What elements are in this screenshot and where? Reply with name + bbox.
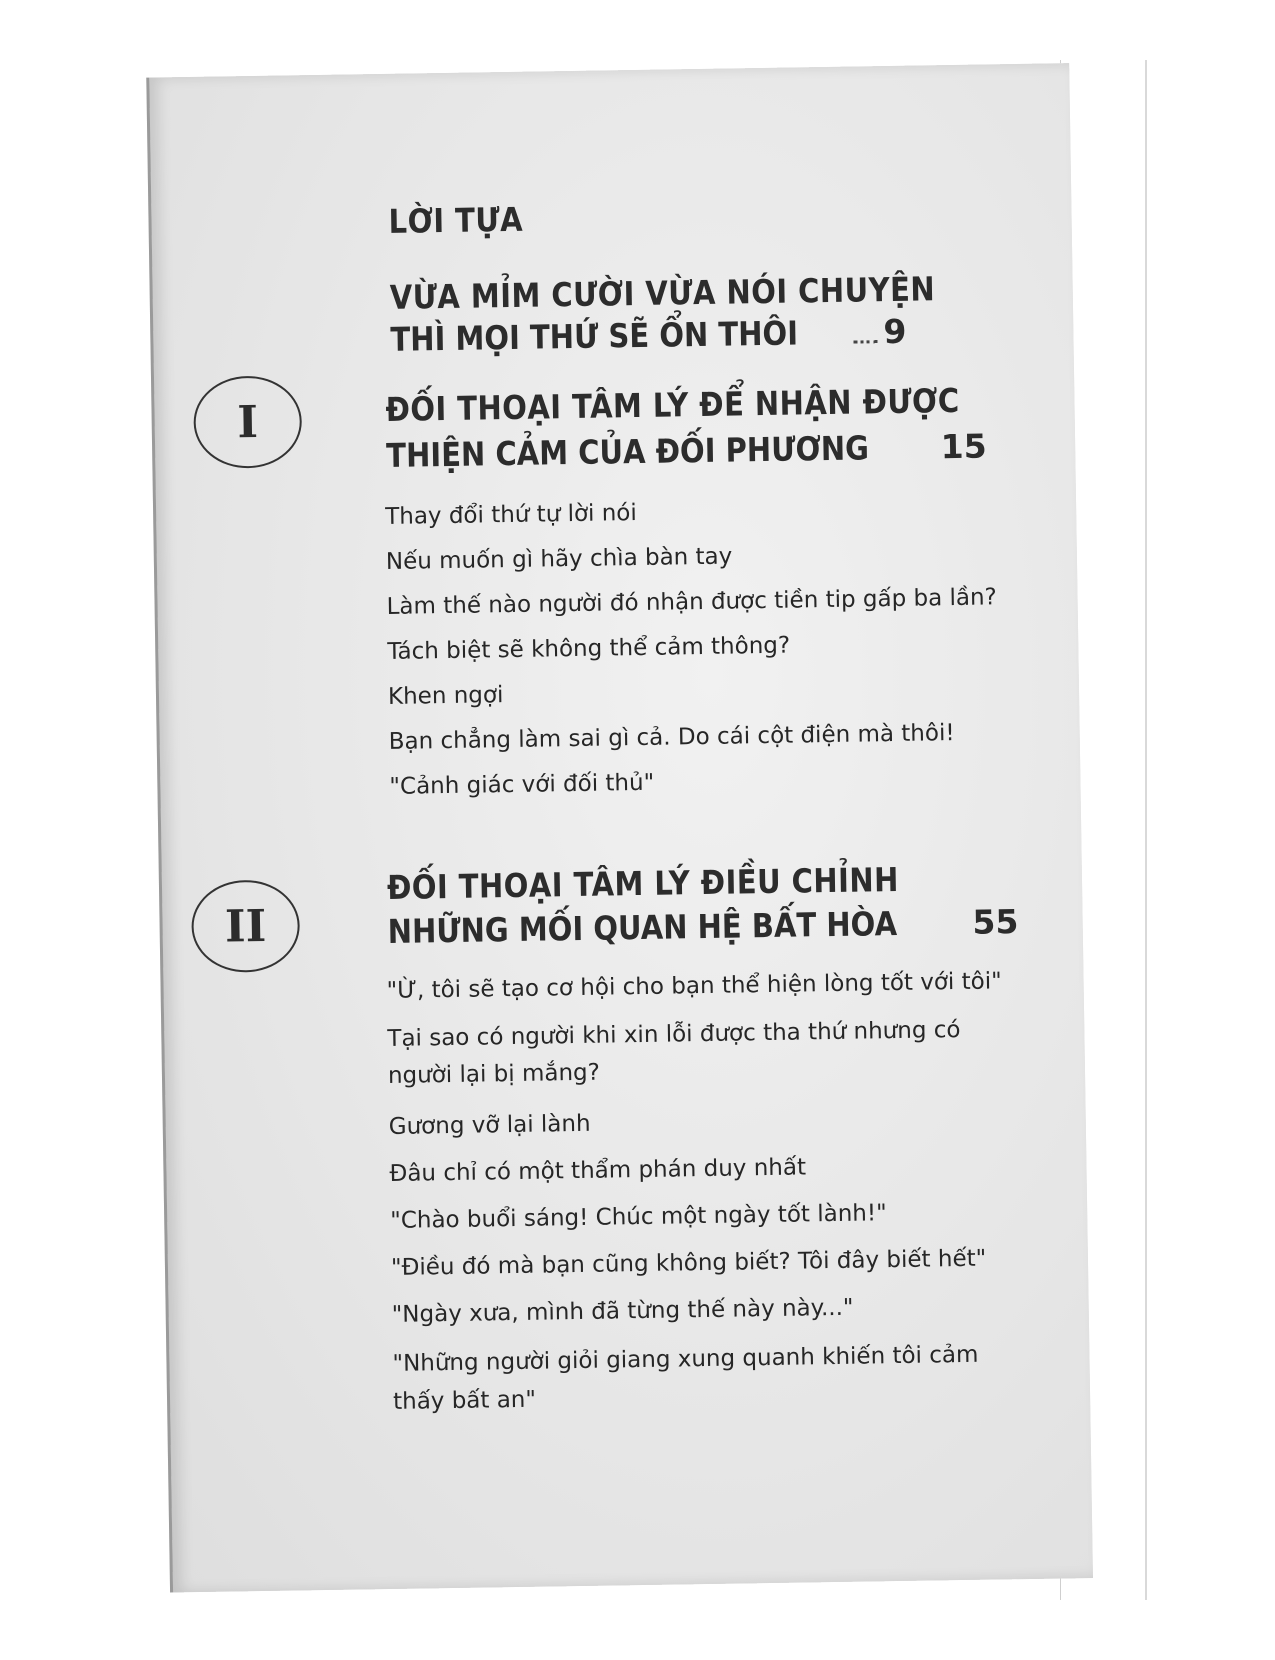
chapter-1-item[interactable]: Thay đổi thứ tự lời nói [385, 498, 637, 532]
chapter-1-title-line2: THIỆN CẢM CỦA ĐỐI PHƯƠNG [386, 426, 869, 478]
chapter-1-item[interactable]: "Cảnh giác với đối thủ" [389, 768, 654, 802]
chapter-2-item[interactable]: "Ngày xưa, mình đã từng thế này này..." [392, 1293, 854, 1330]
chapter-1-item[interactable]: Khen ngợi [388, 680, 504, 712]
chapter-2-page-number: 55 [972, 900, 1019, 945]
chapter-1-item[interactable]: Bạn chẳng làm sai gì cả. Do cái cột điện mà thôi! [389, 718, 955, 757]
chapter-2-title-line1: ĐỐI THOẠI TÂM LÝ ĐIỀU CHỈNH [387, 858, 899, 910]
chapter-2-item[interactable]: "Chào buổi sáng! Chúc một ngày tốt lành!" [390, 1198, 887, 1236]
preface-title-row[interactable] [390, 310, 907, 362]
chapter-2-item[interactable]: Gương vỡ lại lành [389, 1109, 591, 1142]
chapter-2-item-continued[interactable]: thấy bất an" [393, 1385, 536, 1417]
chapter-2-item[interactable]: "Ừ, tôi sẽ tạo cơ hội cho bạn thể hiện lòng tốt với tôi" [386, 966, 1002, 1006]
chapter-1-item[interactable]: Nếu muốn gì hãy chìa bàn tay [386, 542, 733, 577]
chapter-1-title-row[interactable] [386, 426, 909, 478]
chapter-1-page-number: 15 [940, 425, 987, 470]
preface-label: LỜI TỰA [388, 198, 523, 244]
chapter-2-title-line2: NHỮNG MỐI QUAN HỆ BẤT HÒA [387, 902, 897, 954]
chapter-2-item[interactable]: "Điều đó mà bạn cũng không biết? Tôi đây biết hết" [391, 1244, 987, 1283]
preface-title-line1: VỪA MỈM CƯỜI VỪA NÓI CHUYỆN [389, 267, 935, 320]
chapter-1-item[interactable]: Làm thế nào người đó nhận được tiền tip gấp ba lần? [386, 582, 997, 622]
chapter-2-numeral-circle: II [191, 879, 300, 973]
preface-page-number: 9 [883, 310, 907, 354]
dot-leader [854, 340, 878, 343]
chapter-2-title-row[interactable] [387, 902, 906, 954]
preface-title-line2: THÌ MỌI THỨ SẼ ỔN THÔI [390, 311, 798, 361]
chapter-2-item[interactable]: Đâu chỉ có một thẩm phán duy nhất [389, 1152, 806, 1189]
chapter-2-item[interactable]: "Những người giỏi giang xung quanh khiến tôi cảm [392, 1340, 978, 1379]
chapter-2-item[interactable]: Tại sao có người khi xin lỗi được tha thứ nhưng có [387, 1015, 961, 1054]
chapter-2-item-continued[interactable]: người lại bị mắng? [388, 1058, 600, 1091]
chapter-1-item[interactable]: Tách biệt sẽ không thể cảm thông? [387, 631, 790, 667]
chapter-1-numeral-circle: I [193, 375, 302, 469]
chapter-1-title-line1: ĐỐI THOẠI TÂM LÝ ĐỂ NHẬN ĐƯỢC [385, 379, 960, 432]
